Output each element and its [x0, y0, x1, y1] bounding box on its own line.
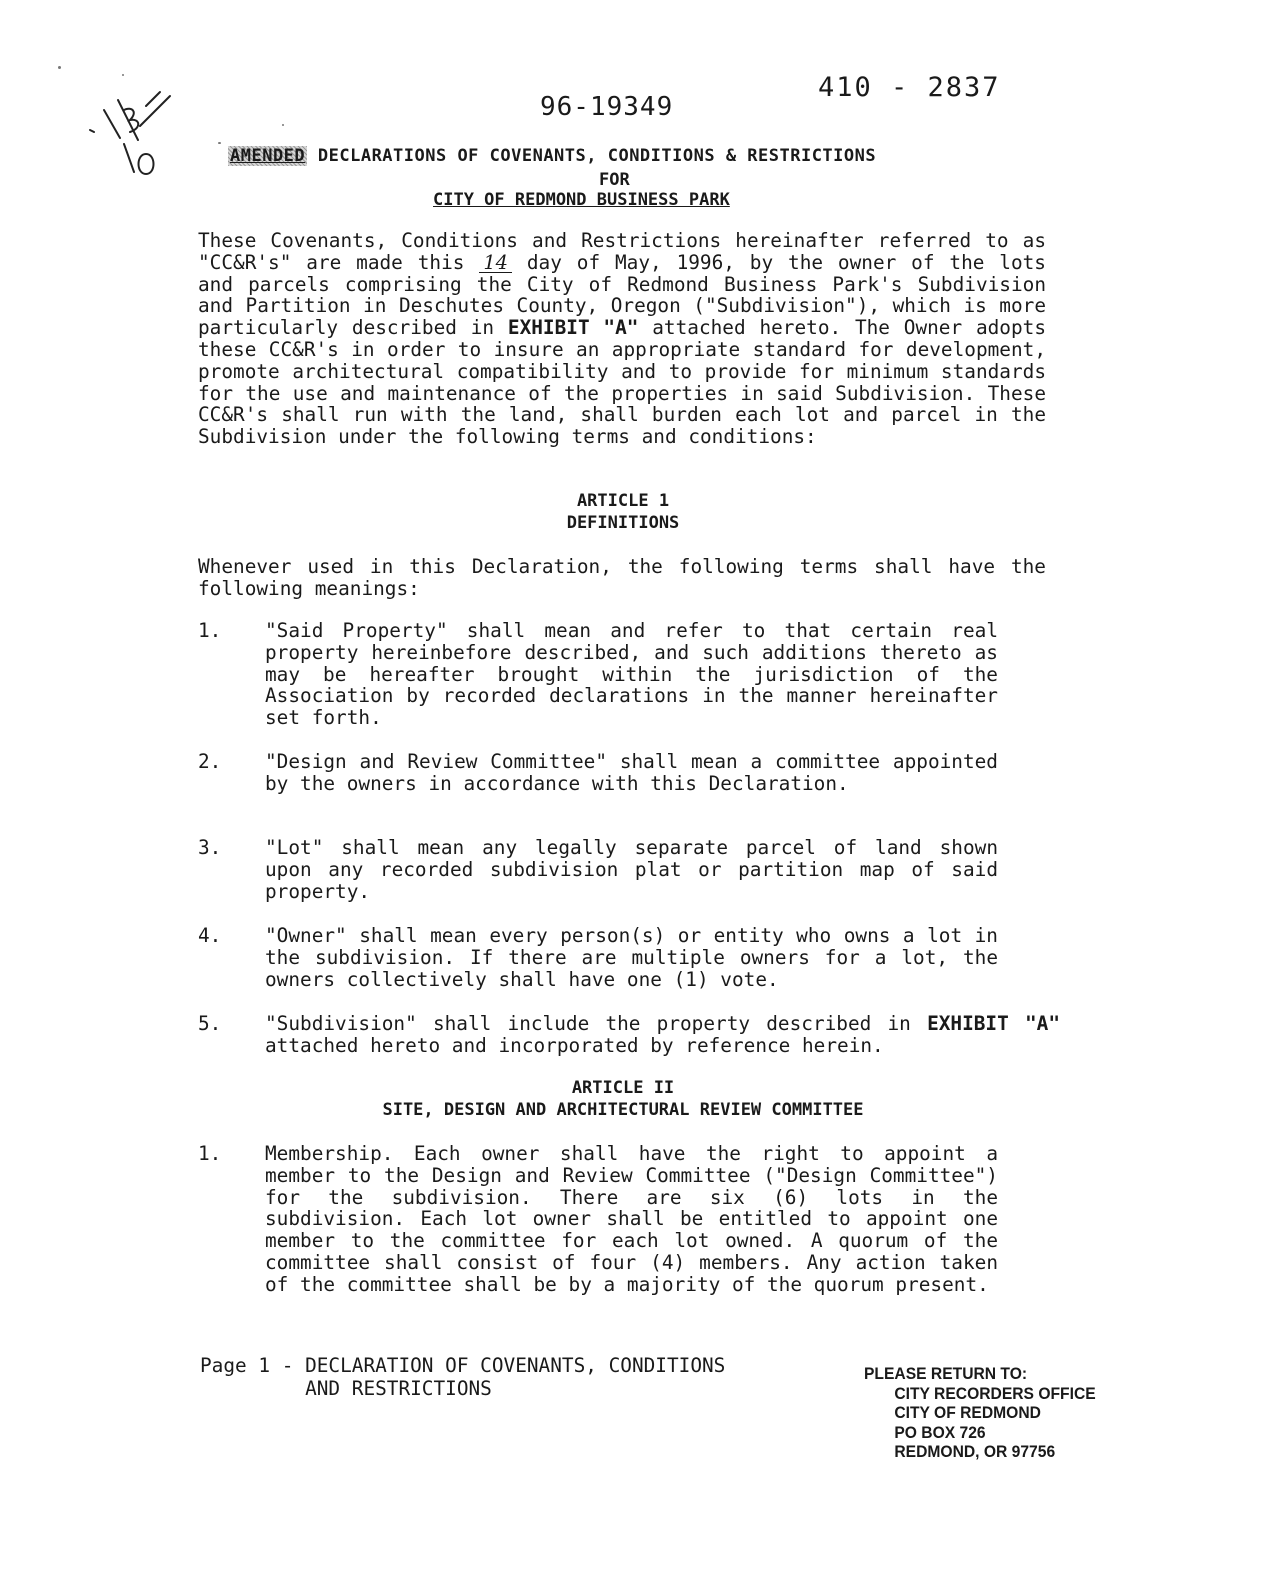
- article-1-lead: Whenever used in this Declaration, the following terms shall have the following meanings:: [198, 555, 1046, 600]
- page-footer: Page 1 - DECLARATION OF COVENANTS, CONDITIONS AND RESTRICTIONS: [200, 1354, 726, 1400]
- document-title: [228, 146, 876, 166]
- item-exhibit-ref: EXHIBIT "A": [927, 1012, 1060, 1035]
- item-text-after: attached hereto and incorporated by reference herein.: [265, 1033, 884, 1057]
- item-number: 5.: [198, 1012, 222, 1035]
- return-line: CITY RECORDERS OFFICE: [894, 1383, 1096, 1403]
- definition-item: [198, 925, 998, 990]
- item-text: "Owner" shall mean every person(s) or entity who owns a lot in the subdivision. If there are multiple owners for a lot, the owners collectively shall have one (1) vote.: [265, 924, 998, 991]
- item-text: Membership. Each owner shall have the right to appoint a member to the Design and Review Committee ("Design Committee") for the subdivision. There are six (6) lots in the subdivision. Each lot owner shall be entitled to appoint one member to the committee for each lot owned. A quorum of the committee shall consist of four (4) members. Any action taken of the committee shall be by a majority of the quorum present.: [265, 1142, 998, 1296]
- committee-item: [198, 1143, 998, 1296]
- item-number: 4.: [198, 924, 222, 947]
- title-subject: CITY OF REDMOND BUSINESS PARK: [433, 190, 730, 210]
- scan-speck: [58, 66, 61, 69]
- article-1-title: DEFINITIONS: [566, 513, 680, 533]
- title-for: FOR: [599, 170, 630, 190]
- article-2-title: SITE, DESIGN AND ARCHITECTURAL REVIEW COMMITTEE: [382, 1100, 864, 1120]
- item-text: [265, 1013, 1060, 1057]
- item-text: "Design and Review Committee" shall mean a committee appointed by the owners in accordance with this Declaration.: [265, 750, 998, 795]
- item-number: 2.: [198, 750, 222, 773]
- definition-item: [198, 620, 998, 729]
- handwritten-annotation: [80, 80, 190, 190]
- book-page-number: 410 - 2837: [818, 72, 1001, 103]
- item-text: "Lot" shall mean any legally separate parcel of land shown upon any recorded subdivision plat or partition map of said property.: [265, 836, 998, 903]
- definition-item: [198, 837, 998, 902]
- handwritten-day: 14: [479, 254, 512, 273]
- intro-text-3: attached hereto. The Owner adopts these CC&R's in order to insure an appropriate standard for development, promote architectural compatibility and to provide for minimum standards for the use and maintenance of the properties in said Subdivision. These CC&R's shall run with the land, shall burden each lot and parcel in the Subdivision under the following terms and conditions:: [198, 316, 1046, 449]
- intro-exhibit-ref: EXHIBIT "A": [507, 316, 639, 340]
- item-text: "Said Property" shall mean and refer to that certain real property hereinbefore described, and such additions thereto as may be hereafter brought within the jurisdiction of the Association by recorded declarations in the manner hereinafter set forth.: [265, 619, 998, 730]
- article-1-heading: [0, 490, 1246, 534]
- scan-speck: [282, 124, 284, 126]
- scan-speck: [218, 142, 221, 144]
- return-line: PO BOX 726: [894, 1422, 986, 1442]
- title-text: DECLARATIONS OF COVENANTS, CONDITIONS & RESTRICTIONS: [307, 146, 877, 166]
- return-address-stamp: [864, 1364, 1096, 1462]
- document-number: 96-19349: [540, 92, 674, 122]
- return-line: CITY OF REDMOND: [894, 1403, 1041, 1422]
- return-line: REDMOND, OR 97756: [894, 1442, 1056, 1461]
- intro-text-1: These Covenants, Conditions and Restrictions hereinafter referred to as "CC&R's" are made this: [198, 229, 1046, 274]
- item-number: 3.: [198, 836, 222, 859]
- scan-speck: [122, 74, 124, 76]
- article-2-number: ARTICLE II: [571, 1078, 675, 1098]
- definition-item: [198, 1013, 1060, 1057]
- article-2-heading: [0, 1077, 1246, 1121]
- amended-stamp: AMENDED: [230, 146, 306, 166]
- return-heading: PLEASE RETURN TO:: [864, 1364, 1028, 1383]
- item-number: 1.: [198, 1142, 222, 1165]
- intro-paragraph: [198, 230, 1046, 448]
- intro-text-2: day of May, 1996, by the owner of the lots and parcels comprising the City of Redmond Business Park's Subdivision and Partition in Deschutes County, Oregon ("Subdivision"), which is more particularly described in: [198, 250, 1046, 340]
- item-number: 1.: [198, 619, 222, 642]
- definition-item: [198, 751, 998, 795]
- article-1-number: ARTICLE 1: [576, 491, 670, 511]
- item-text-before: "Subdivision" shall include the property described in: [265, 1012, 928, 1035]
